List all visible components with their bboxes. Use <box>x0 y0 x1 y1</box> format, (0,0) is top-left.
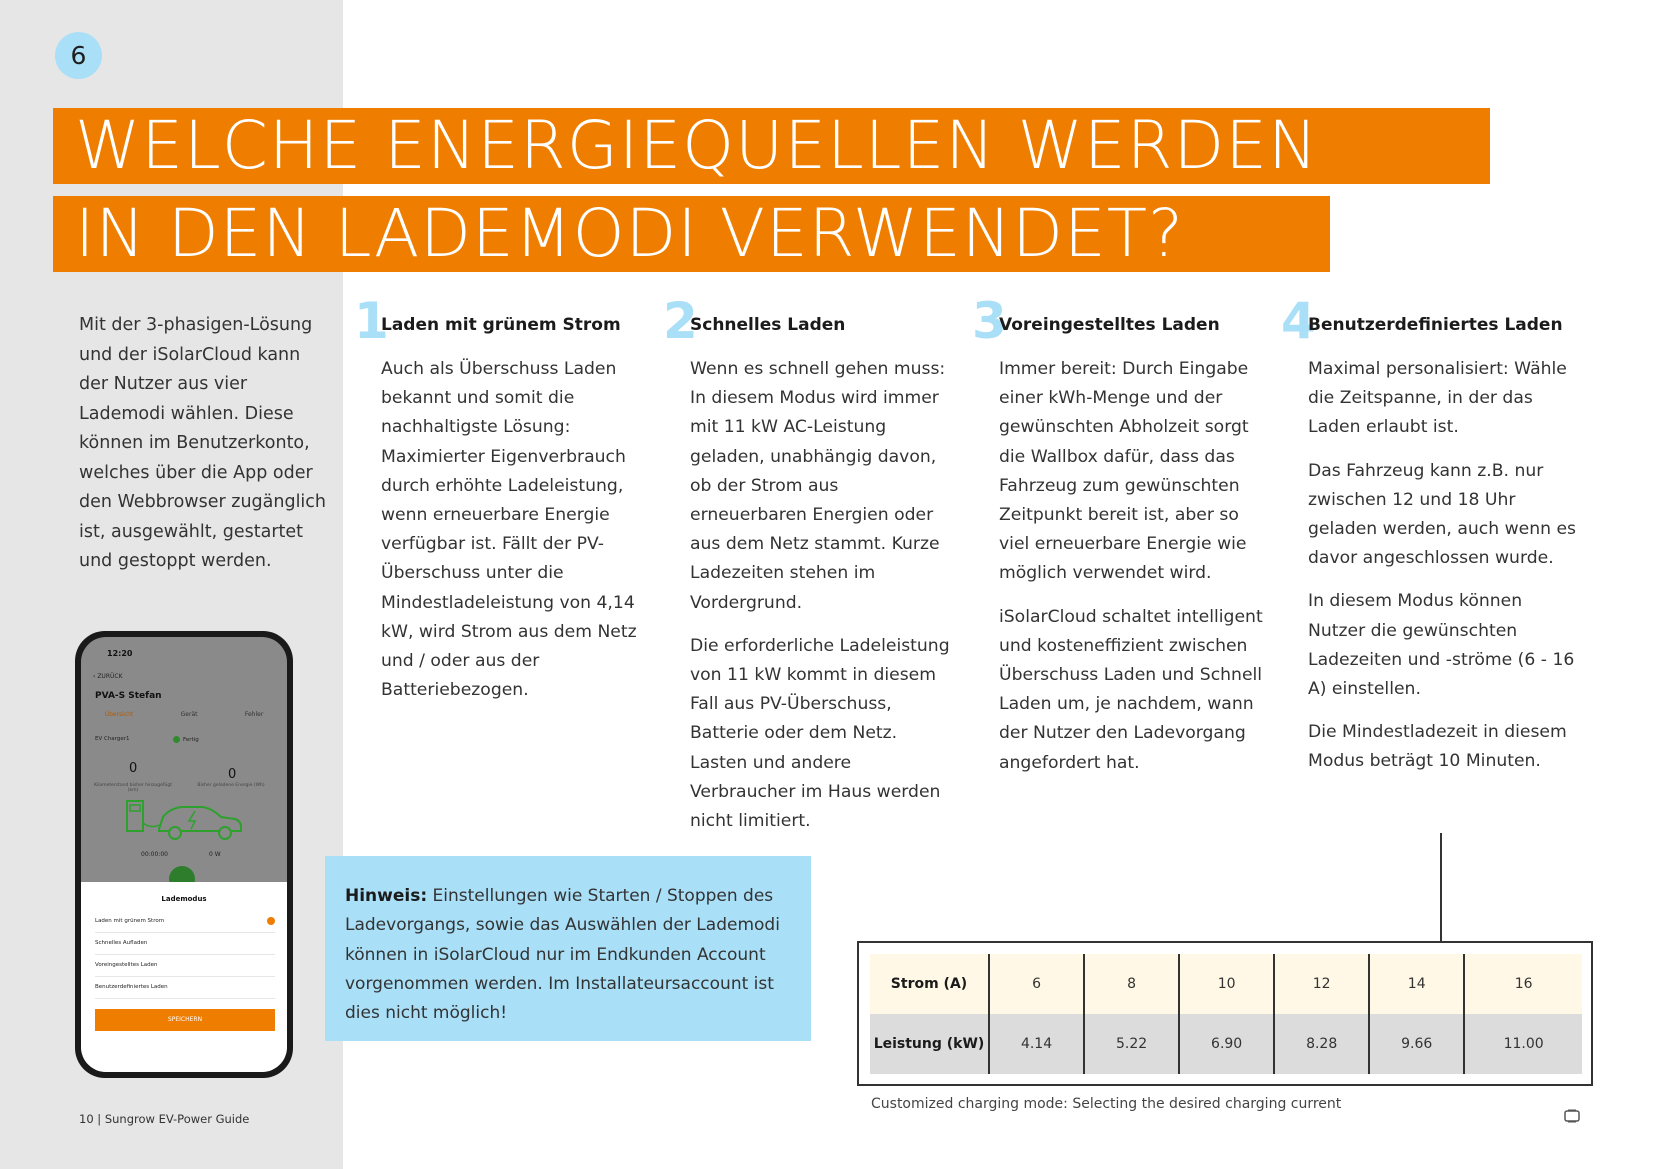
table-cell: 6.90 <box>1179 1014 1274 1074</box>
table-cell: 6 <box>989 954 1084 1014</box>
charge-power: 0 W <box>209 851 221 858</box>
mileage-value: 0 <box>129 761 138 776</box>
mode-paragraph: Maximal personalisiert: Wähle die Zeitspanne, in der das Laden erlaubt ist. <box>1308 359 1567 438</box>
page-nav-icon[interactable] <box>1564 1109 1580 1123</box>
page-number-badge: 6 <box>55 32 102 79</box>
page-title-line-1: WELCHE ENERGIEQUELLEN WERDEN <box>53 108 1490 184</box>
table-cell: 8 <box>1084 954 1179 1014</box>
table-caption: Customized charging mode: Selecting the desired charging current <box>871 1096 1342 1112</box>
mode-body <box>690 355 958 850</box>
phone-clock: 12:20 <box>107 649 133 658</box>
mode-option-label: Schnelles Aufladen <box>95 940 148 946</box>
charge-duration: 00:00:00 <box>141 851 168 858</box>
hint-label: Hinweis: <box>345 886 428 906</box>
table-row <box>870 954 1582 1014</box>
mode-paragraph: Das Fahrzeug kann z.B. nur zwischen 12 und 18 Uhr geladen werden, auch wenn es davor angeschlossen wurde. <box>1308 460 1576 569</box>
mode-paragraph: Die Mindestladezeit in diesem Modus beträgt 10 Minuten. <box>1308 722 1567 772</box>
mode-paragraph: In diesem Modus können Nutzer die gewünschten Ladezeiten und -ströme (6 - 16 A) einstellen. <box>1308 591 1575 700</box>
save-button[interactable]: SPEICHERN <box>95 1009 275 1031</box>
mode-paragraph: iSolarCloud schaltet intelligent und kosteneffizient zwischen Überschuss Laden und Schnell Laden um, je nachdem, wann der Nutzer den Ladevorgang angefordert hat. <box>999 606 1263 773</box>
back-link[interactable]: ‹ ZURÜCK <box>93 673 123 680</box>
device-status: Fertig <box>173 736 199 743</box>
mode-heading: Benutzerdefiniertes Laden <box>1308 315 1563 335</box>
page-footer: 10 | Sungrow EV-Power Guide <box>79 1112 250 1126</box>
mode-option-preset[interactable] <box>95 962 275 977</box>
row-header: Strom (A) <box>870 954 989 1014</box>
mode-body <box>999 355 1267 792</box>
tab-errors[interactable]: Fehler <box>244 711 264 718</box>
mode-number: 3 <box>972 292 1007 350</box>
mileage-label: Kilometerstand bisher hinzugefügt (km) <box>94 783 172 793</box>
table-cell: 12 <box>1274 954 1369 1014</box>
mode-option-green[interactable] <box>95 918 275 933</box>
mode-body <box>381 355 649 719</box>
table-cell: 9.66 <box>1369 1014 1464 1074</box>
mode-paragraph: Wenn es schnell gehen muss: In diesem Modus wird immer mit 11 kW AC-Leistung geladen, unabhängig davon, ob der Strom aus erneuerbaren Energien oder aus dem Netz stammt. Kurze Ladezeiten stehen im Vordergrund. <box>690 359 946 613</box>
mode-body <box>1308 355 1576 791</box>
table-row <box>870 1014 1582 1074</box>
table-cell: 8.28 <box>1274 1014 1369 1074</box>
table-cell: 11.00 <box>1464 1014 1582 1074</box>
phone-screen <box>81 637 287 1072</box>
row-header: Leistung (kW) <box>870 1014 989 1074</box>
table-cell: 10 <box>1179 954 1274 1014</box>
mode-paragraph: Immer bereit: Durch Eingabe einer kWh-Menge und der gewünschten Abholzeit sorgt die Wallbox dafür, dass das Fahrzeug zum gewünschten Zeitpunkt bereit ist, aber so viel erneuerbare Energie wie möglich verwendet wird. <box>999 359 1249 584</box>
mode-paragraph: Auch als Überschuss Laden bekannt und somit die nachhaltigste Lösung: Maximierter Eigenverbrauch durch erhöhte Ladeleistung, wenn erneuerbare Energie verfügbar ist. Fällt der PV-Überschuss unter die Mindestladeleistung von 4,14 kW, wird Strom aus dem Netz und / oder aus der Batteriebezogen. <box>381 359 637 701</box>
device-name: EV Charger1 <box>95 736 130 742</box>
mode-option-label: Laden mit grünem Strom <box>95 918 165 924</box>
mode-heading: Laden mit grünem Strom <box>381 315 621 335</box>
phone-mockup <box>75 631 293 1078</box>
energy-value: 0 <box>228 767 237 782</box>
page-title-line-2: IN DEN LADEMODI VERWENDET? <box>53 196 1330 272</box>
hint-box <box>325 856 811 1041</box>
intro-text: Mit der 3-phasigen-Lösung und der iSolarCloud kann der Nutzer aus vier Lademodi wählen. Diese können im Benutzerkonto, welches über die App oder den Webbrowser zugänglich ist, ausgewählt, gestartet und gestoppt werden. <box>79 315 327 571</box>
mode-number: 4 <box>1281 292 1316 350</box>
station-title: PVA-S Stefan <box>95 691 162 701</box>
current-power-table <box>870 954 1582 1074</box>
mode-sheet <box>81 882 287 1072</box>
energy-label: Bisher geladene Energie (Wh) <box>197 783 265 788</box>
connector-line <box>1440 833 1442 941</box>
table-cell: 5.22 <box>1084 1014 1179 1074</box>
check-icon <box>267 917 275 925</box>
car-charger-icon <box>111 795 251 843</box>
table-cell: 14 <box>1369 954 1464 1014</box>
hint-text: Einstellungen wie Starten / Stoppen des Ladevorgangs, sowie das Auswählen der Lademodi können in iSolarCloud nur im Endkunden Account vorgenommen werden. Im Installateursaccount ist dies nicht möglich! <box>345 886 780 1024</box>
mode-heading: Schnelles Laden <box>690 315 846 335</box>
mode-heading: Voreingestelltes Laden <box>999 315 1220 335</box>
tab-overview[interactable]: Übersicht <box>104 711 134 718</box>
mode-number: 1 <box>354 292 389 350</box>
phone-tabs <box>81 711 287 718</box>
mode-paragraph: Die erforderliche Ladeleistung von 11 kW kommt in diesem Fall aus PV-Überschuss, Batterie oder dem Netz. Lasten und andere Verbraucher im Haus werden nicht limitiert. <box>690 635 950 832</box>
back-link-label: ZURÜCK <box>97 673 123 680</box>
tab-device[interactable]: Gerät <box>180 711 198 718</box>
mode-number: 2 <box>663 292 698 350</box>
mode-option-label: Benutzerdefiniertes Laden <box>95 984 168 990</box>
mode-option-custom[interactable] <box>95 984 275 999</box>
mode-option-label: Voreingestelltes Laden <box>95 962 158 968</box>
mode-option-fast[interactable] <box>95 940 275 955</box>
current-power-table-frame <box>857 941 1593 1086</box>
table-cell: 16 <box>1464 954 1582 1014</box>
table-cell: 4.14 <box>989 1014 1084 1074</box>
mode-sheet-title: Lademodus <box>161 895 207 903</box>
